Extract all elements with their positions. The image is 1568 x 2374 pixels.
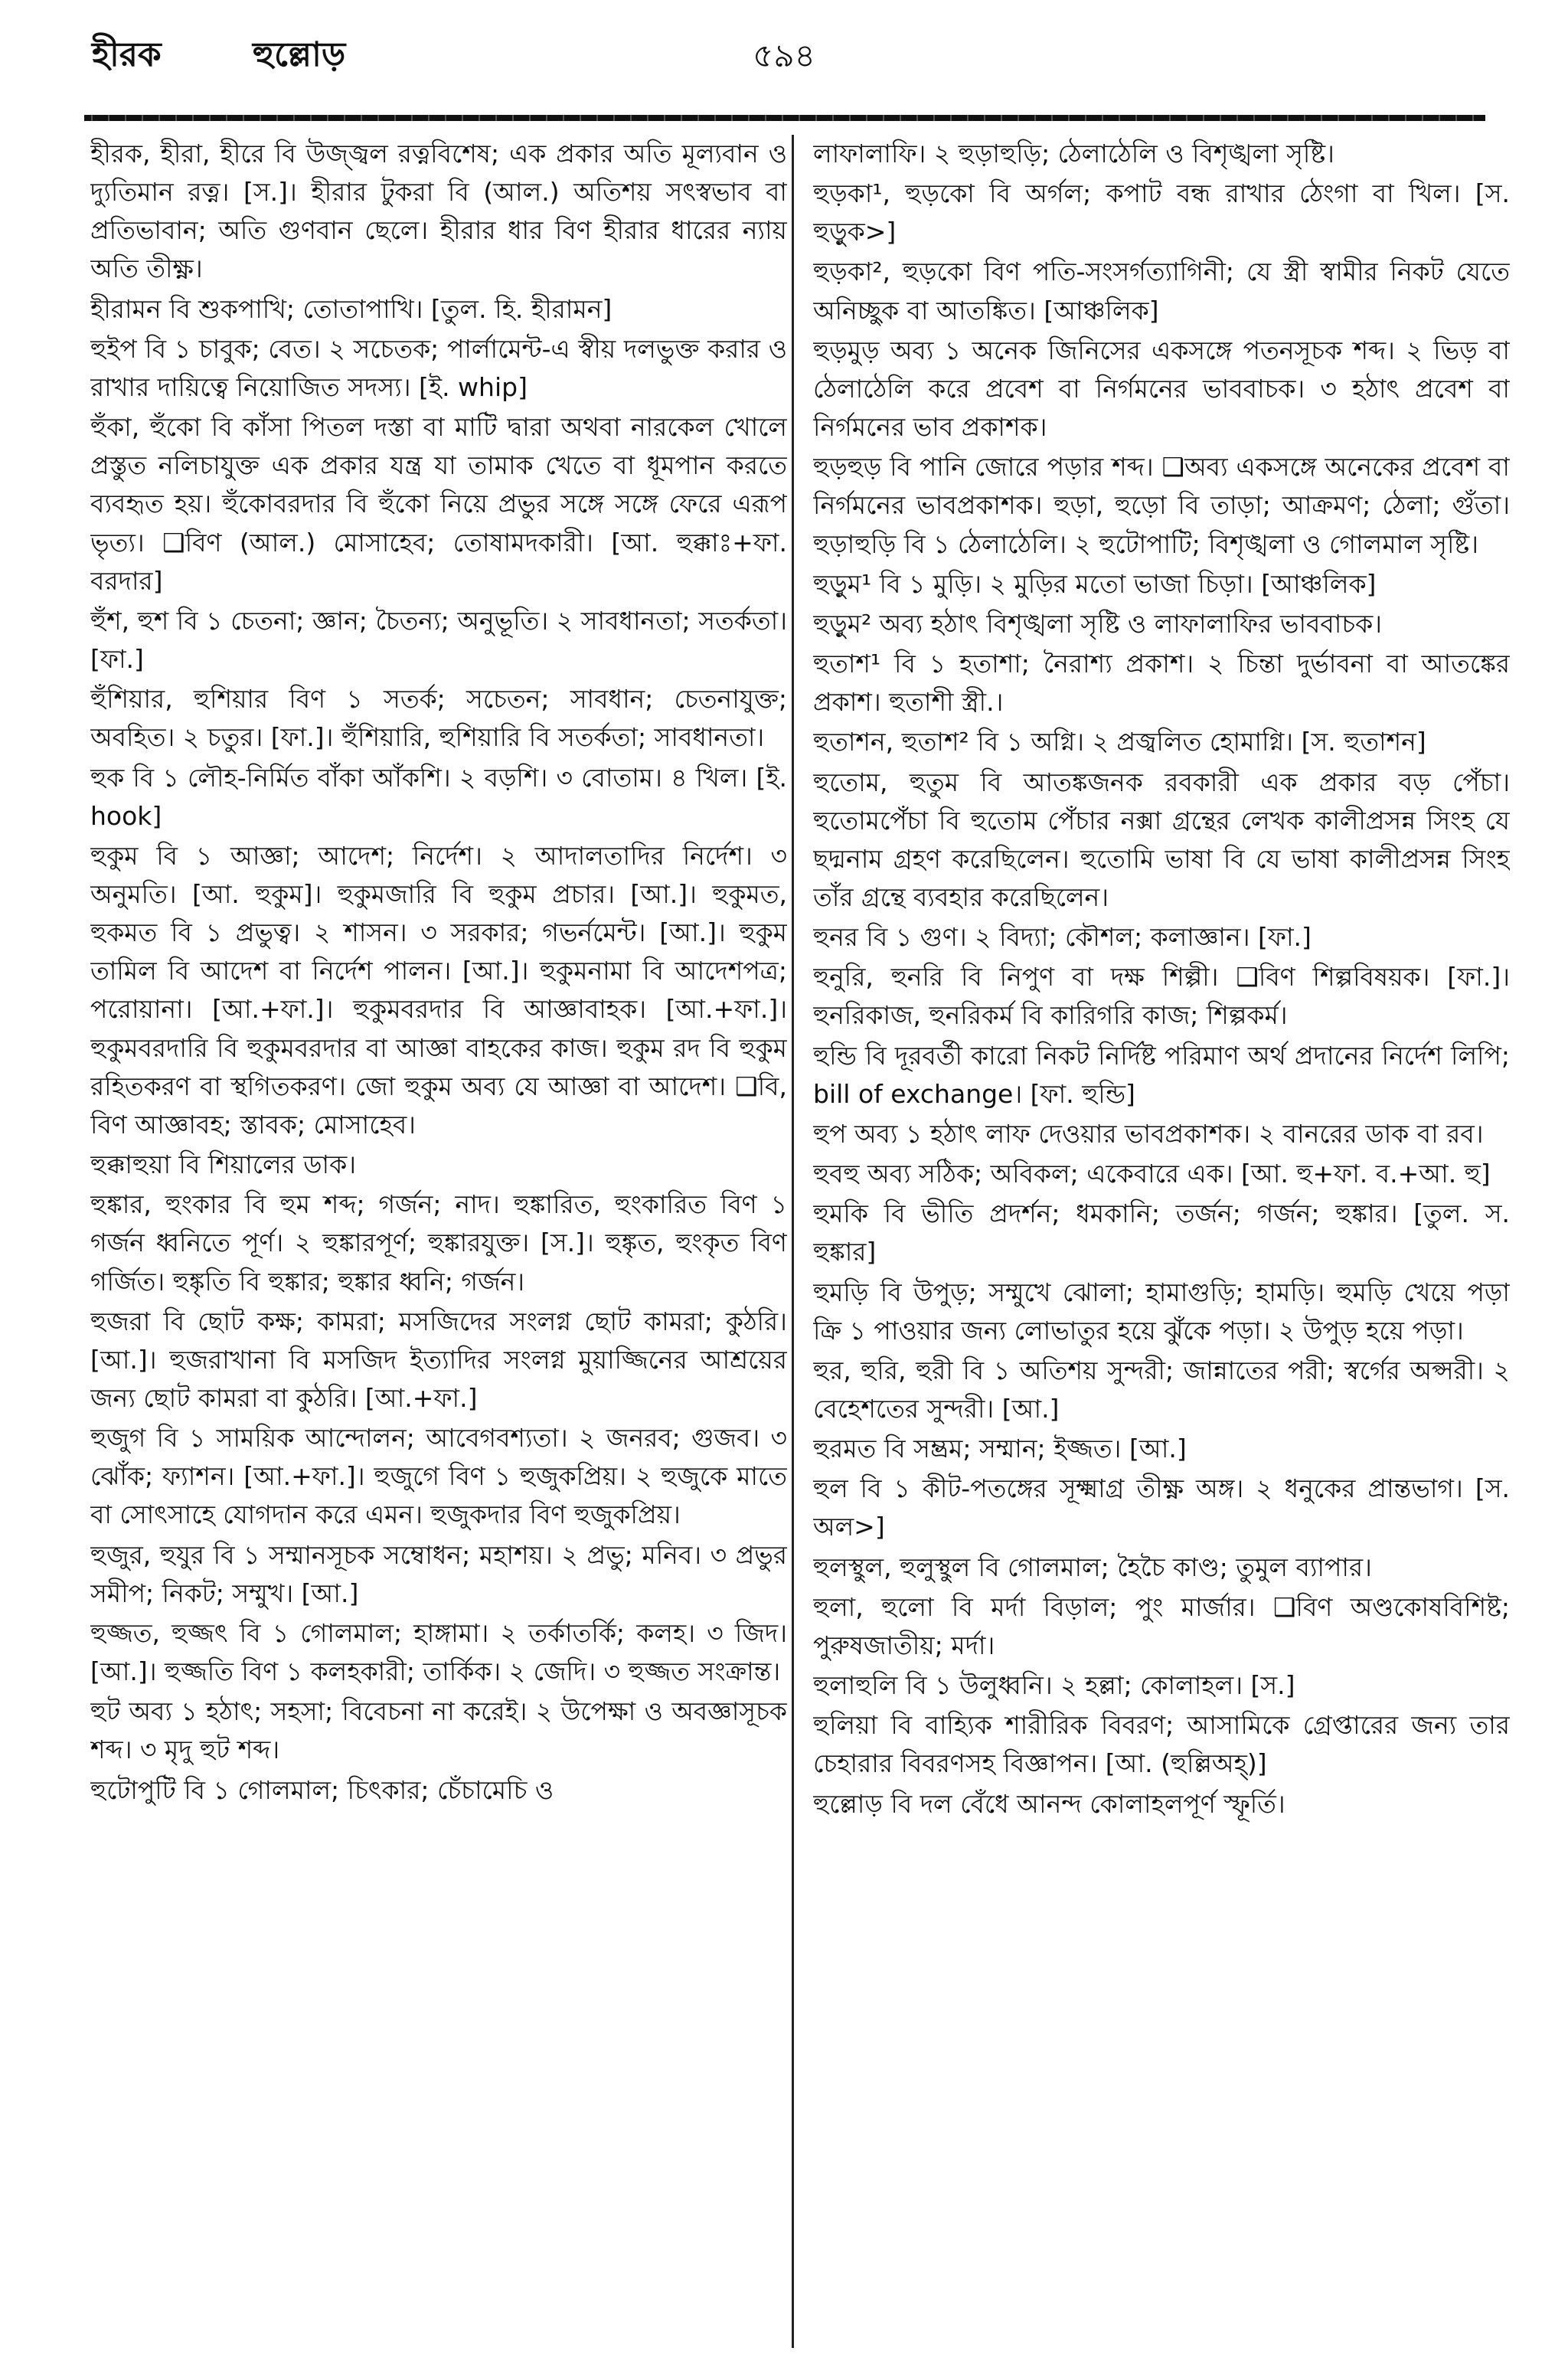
dictionary-entry: হুকুম বি ১ আজ্ঞা; আদেশ; নির্দেশ। ২ আদালতাদির নির্দেশ। ৩ অনুমতি। [আ. হুকুম]। হুকুমজারি বি হুকুম প্রচার। [আ.]। হুকুমত, হুকমত বি ১ প্রভুত্ব। ২ শাসন। ৩ সরকার; গভর্নমেন্ট। [আ.]। হুকুম তামিল বি আদেশ বা নির্দেশ পালন। [আ.]। হুকুমনামা বি আদেশপত্র; পরোয়ানা। [আ.+ফা.]। হুকুমবরদার বি আজ্ঞাবাহক। [আ.+ফা.]। হুকুমবরদারি বি হুকুমবরদার বা আজ্ঞা বাহকের কাজ। হুকুম রদ বি হুকুম রহিতকরণ বা স্থগিতকরণ। জো হুকুম অব্য যে আজ্ঞা বা আদেশ। ❑বি, বিণ আজ্ঞাবহ; স্তাবক; মোসাহেব। [90,840,787,1140]
dictionary-entry: হুরমত বি সম্ভ্রম; সম্মান; ইজ্জত। [আ.] [813,1434,1187,1464]
dictionary-entry: হুক্কাহুয়া বি শিয়ালের ডাক। [90,1149,357,1180]
dictionary-entry: হুলস্থুল, হুলুস্থুল বি গোলমাল; হৈচৈ কাণ্ড; তুমুল ব্যাপার। [813,1552,1372,1582]
dictionary-entry: হুপ অব্য ১ হঠাৎ লাফ দেওয়ার ভাবপ্রকাশক। ২ বানরের ডাক বা রব। [813,1118,1484,1149]
dictionary-entry: হুজুগ বি ১ সাময়িক আন্দোলন; আবেগবশ্যতা। ২ জনরব; গুজব। ৩ ঝোঁক; ফ্যাশন। [আ.+ফা.]। হুজুগে বিণ ১ হুজুকপ্রিয়। ২ হুজুকে মাতে বা সোৎসাহে যোগদান করে এমন। হুজুকদার বিণ হুজুকপ্রিয়। [90,1423,787,1530]
dictionary-entry: হুড়মুড় অব্য ১ অনেক জিনিসের একসঙ্গে পতনসূচক শব্দ। ২ ভিড় বা ঠেলাঠেলি করে প্রবেশ বা নির্গমনের ভাববাচক। ৩ হঠাৎ প্রবেশ বা নির্গমনের ভাব প্রকাশক। [813,335,1510,443]
dictionary-entry: লাফালাফি। ২ হুড়াহুড়ি; ঠেলাঠেলি ও বিশৃঙ্খলা সৃষ্টি। [813,139,1334,168]
dictionary-entry: হুর, হুরি, হুরী বি ১ অতিশয় সুন্দরী; জান্নাতের পরী; স্বর্গের অপ্সরী। ২ বেহেশতের সুন্দরী। [আ.] [813,1355,1510,1424]
dictionary-entry: হুল বি ১ কীট-পতঙ্গের সূক্ষ্মাগ্র তীক্ষ্ণ অঙ্গ। ২ ধনুকের প্রান্তভাগ। [স. অল>] [813,1473,1510,1542]
dictionary-entry: হুবহু অব্য সঠিক; অবিকল; একেবারে এক। [আ. হু+ফা. ব.+আ. হু] [813,1159,1491,1189]
header-rule [84,115,1485,121]
dictionary-entry: হুড়কা¹, হুড়কো বি অর্গল; কপাট বন্ধ রাখার ঠেংগা বা খিল। [স. হুড়ুক>] [813,178,1510,247]
column-divider [792,135,794,2348]
first-guide-word: হীরক [92,35,162,74]
dictionary-entry: হুতাশ¹ বি ১ হতাশা; নৈরাশ্য প্রকাশ। ২ চিন্তা দুর্ভাবনা বা আতঙ্কের প্রকাশ। হুতাশী স্ত্রী.। [813,649,1510,718]
dictionary-entry: হুনুরি, হুনরি বি নিপুণ বা দক্ষ শিল্পী। ❑বিণ শিল্পবিষয়ক। [ফা.]। হুনরিকাজ, হুনরিকর্ম বি কারিগরি কাজ; শিল্পকর্ম। [813,962,1510,1031]
dictionary-entry: হুমড়ি বি উপুড়; সম্মুখে ঝোলা; হামাগুড়ি; হামড়ি। হুমড়ি খেয়ে পড়া ক্রি ১ পাওয়ার জন্য লোভাতুর হয়ে ঝুঁকে পড়া। ২ উপুড় হয়ে পড়া। [813,1277,1510,1346]
dictionary-entry: হীরামন বি শুকপাখি; তোতাপাখি। [তুল. হি. হীরামন] [90,293,612,324]
dictionary-entry: হুতোম, হুতুম বি আতঙ্কজনক রবকারী এক প্রকার বড় পেঁচা। হুতোমপেঁচা বি হুতোম পেঁচার নক্সা গ্রন্থের লেখক কালীপ্রসন্ন সিংহ যে ছদ্মনাম গ্রহণ করেছিলেন। হুতোমি ভাষা বি যে ভাষা কালীপ্রসন্ন সিংহ তাঁর গ্রন্থে ব্যবহার করেছিলেন। [813,767,1510,912]
dictionary-entry: হুড়ুম² অব্য হঠাৎ বিশৃঙ্খলা সৃষ্টি ও লাফালাফির ভাববাচক। [813,608,1383,639]
dictionary-entry: হুলা, হুলো বি মর্দা বিড়াল; পুং মার্জার। ❑বিণ অণ্ডকোষবিশিষ্ট; পুরুষজাতীয়; মর্দা। [813,1591,1510,1660]
dictionary-entry: হুজরা বি ছোট কক্ষ; কামরা; মসজিদের সংলগ্ন ছোট কামরা; কুঠরি। [আ.]। হুজরাখানা বি মসজিদ ইত্যাদির সংলগ্ন মুয়াজ্জিনের আশ্রয়ের জন্য ছোট কামরা বা কুঠরি। [আ.+ফা.] [90,1306,787,1413]
dictionary-entry: হুলিয়া বি বাহ্যিক শারীরিক বিবরণ; আসামিকে গ্রেপ্তারের জন্য তার চেহারার বিবরণসহ বিজ্ঞাপন। [আ. (হুল্লিঅহ্)] [813,1710,1510,1779]
last-guide-word: হুল্লোড় [253,35,346,74]
dictionary-entry: হুড়হুড় বি পানি জোরে পড়ার শব্দ। ❑অব্য একসঙ্গে অনেকের প্রবেশ বা নির্গমনের ভাবপ্রকাশক। হুড়া, হুড়ো বি তাড়া; আক্রমণ; ঠেলা; গুঁতা। হুড়াহুড়ি বি ১ ঠেলাঠেলি। ২ হুটোপাটি; বিশৃঙ্খলা ও গোলমাল সৃষ্টি। [813,452,1510,559]
right-column [813,135,1510,2348]
dictionary-entry: হীরক, হীরা, হীরে বি উজ্জ্বল রত্নবিশেষ; এক প্রকার অতি মূল্যবান ও দ্যুতিমান রত্ন। [স.]। হীরার টুকরা বি (আল.) অতিশয় সৎস্বভাব বা প্রতিভাবান; অতি গুণবান ছেলে। হীরার ধার বিণ হীরার ধারের ন্যায় অতি তীক্ষ্ণ। [90,139,787,284]
dictionary-entry: হুল্লোড় বি দল বেঁধে আনন্দ কোলাহলপূর্ণ স্ফূর্তি। [813,1788,1285,1819]
dictionary-entry: হুঙ্কার, হুংকার বি হুম শব্দ; গর্জন; নাদ। হুঙ্কারিত, হুংকারিত বিণ ১ গর্জন ধ্বনিতে পূর্ণ। ২ হুঙ্কারপূর্ণ; হুঙ্কারযুক্ত। [স.]। হুঙ্কৃত, হুংকৃত বিণ গর্জিত। হুঙ্কৃতি বি হুঙ্কার; হুঙ্কার ধ্বনি; গর্জন। [90,1189,787,1297]
dictionary-entry: হুড়ুম¹ বি ১ মুড়ি। ২ মুড়ির মতো ভাজা চিড়া। [আঞ্চলিক] [813,568,1377,599]
dictionary-entry: হুতাশন, হুতাশ² বি ১ অগ্নি। ২ প্রজ্বলিত হোমাগ্নি। [স. হুতাশন] [813,727,1426,757]
dictionary-entry: হুইপ বি ১ চাবুক; বেত। ২ সচেতক; পার্লামেন্ট-এ স্বীয় দলভুক্ত করার ও রাখার দায়িত্বে নিয়োজিত সদস্য। [ই. whip] [90,333,787,402]
dictionary-entry: হুনর বি ১ গুণ। ২ বিদ্যা; কৌশল; কলাজ্ঞান। [ফা.] [813,922,1312,953]
dictionary-entry: হুটোপুটি বি ১ গোলমাল; চিৎকার; চেঁচামেচি ও [90,1774,554,1805]
dictionary-entry: হুক বি ১ লৌহ-নির্মিত বাঁকা আঁকশি। ২ বড়শি। ৩ বোতাম। ৪ খিল। [ই. hook] [90,762,787,831]
dictionary-entry: হুঁকা, হুঁকো বি কাঁসা পিতল দস্তা বা মাটি দ্বারা অথবা নারকেল খোলে প্রস্তুত নলিচাযুক্ত এক প্রকার যন্ত্র যা তামাক খেতে বা ধূমপান করতে ব্যবহৃত হয়। হুঁকোবরদার বি হুঁকো নিয়ে প্রভুর সঙ্গে সঙ্গে ফেরে এরূপ ভৃত্য। ❑বিণ (আল.) মোসাহেব; তোষামদকারী। [আ. হুক্কাঃ+ফা. বরদার] [90,412,787,596]
dictionary-entry: হুঁশিয়ার, হুশিয়ার বিণ ১ সতর্ক; সচেতন; সাবধান; চেতনাযুক্ত; অবহিত। ২ চতুর। [ফা.]। হুঁশিয়ারি, হুশিয়ারি বি সতর্কতা; সাবধানতা। [90,684,787,753]
dictionary-entry: হুট অব্য ১ হঠাৎ; সহসা; বিবেচনা না করেই। ২ উপেক্ষা ও অবজ্ঞাসূচক শব্দ। ৩ মৃদু হুট শব্দ। [90,1696,787,1765]
dictionary-entry: হুঁশ, হুশ বি ১ চেতনা; জ্ঞান; চৈতন্য; অনুভূতি। ২ সাবধানতা; সতর্কতা। [ফা.] [90,605,787,675]
dictionary-entry: হুমকি বি ভীতি প্রদর্শন; ধমকানি; তর্জন; গর্জন; হুঙ্কার। [তুল. স. হুঙ্কার] [813,1198,1510,1267]
dictionary-entry: হুলাহুলি বি ১ উলুধ্বনি। ২ হল্লা; কোলাহল। [স.] [813,1670,1295,1701]
dictionary-entry: হুজুর, হুযুর বি ১ সম্মানসূচক সম্বোধন; মহাশয়। ২ প্রভু; মনিব। ৩ প্রভুর সমীপ; নিকট; সম্মুখ। [আ.] [90,1539,787,1608]
page-number: ৫৯৪ [753,37,815,74]
left-column [90,135,787,2348]
dictionary-entry: হুন্ডি বি দূরবর্তী কারো নিকট নির্দিষ্ট পরিমাণ অর্থ প্রদানের নির্দেশ লিপি; bill of exchange। [ফা. হুন্ডি] [813,1040,1510,1109]
dictionary-entry: হুজ্জত, হুজ্জৎ বি ১ গোলমাল; হাঙ্গামা। ২ তর্কাতর্কি; কলহ। ৩ জিদ। [আ.]। হুজ্জতি বিণ ১ কলহকারী; তার্কিক। ২ জেদি। ৩ হুজ্জত সংক্রান্ত। [90,1617,787,1687]
page-header [0,0,1568,130]
dictionary-entry: হুড়কা², হুড়কো বিণ পতি-সংসর্গত্যাগিনী; যে স্ত্রী স্বামীর নিকট যেতে অনিচ্ছুক বা আতঙ্কিত। [আঞ্চলিক] [813,257,1510,325]
